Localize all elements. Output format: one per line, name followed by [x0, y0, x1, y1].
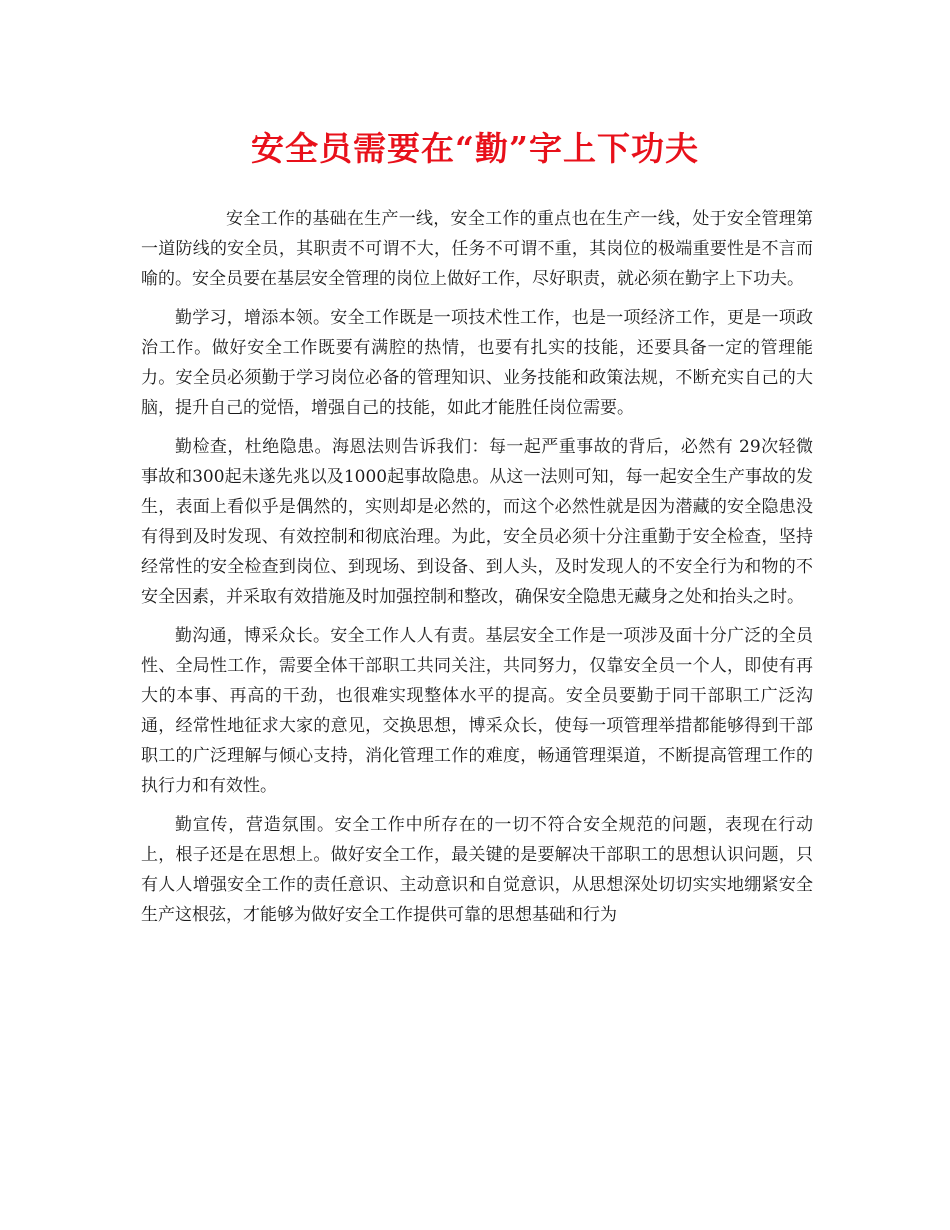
paragraph-publicity: 勤宣传，营造氛围。安全工作中所存在的一切不符合安全规范的问题，表现在行动上，根子还是在思想上。做好安全工作，最关键的是要解决干部职工的思想认识问题，只有人人增强安全工作的责任意识、主动意识和自觉意识，从思想深处切切实实地绷紧安全生产这根弦，才能够为做好安全工作提供可靠的思想基础和行为 [141, 815, 813, 925]
paragraph-intro: 安全工作的基础在生产一线，安全工作的重点也在生产一线，处于安全管理第一道防线的安全员，其职责不可谓不大，任务不可谓不重，其岗位的极端重要性是不言而喻的。安全员要在基层安全管理的岗位上做好工作，尽好职责，就必须在勤字上下功夫。 [141, 209, 813, 289]
paragraph-inspection: 勤检查，杜绝隐患。海恩法则告诉我们：每一起严重事故的背后，必然有 29次轻微事故和300起未遂先兆以及1000起事故隐患。从这一法则可知，每一起安全生产事故的发生，表面上看似乎是偶然的，实则却是必然的，而这个必然性就是因为潜藏的安全隐患没有得到及时发现、有效控制和彻底治理。为此，安全员必须十分注重勤于安全检查，坚持经常性的安全检查到岗位、到现场、到设备、到人头，及时发现人的不安全行为和物的不安全因素，并采取有效措施及时加强控制和整改，确保安全隐患无藏身之处和抬头之时。 [141, 437, 813, 607]
document-title: 安全员需要在“勤”字上下功夫 [251, 129, 699, 168]
paragraph-communication: 勤沟通，博采众长。安全工作人人有责。基层安全工作是一项涉及面十分广泛的全员性、全局性工作，需要全体干部职工共同关注，共同努力，仅靠安全员一个人，即使有再大的本事、再高的干劲，也很难实现整体水平的提高。安全员要勤于同干部职工广泛沟通，经常性地征求大家的意见，交换思想，博采众长，使每一项管理举措都能够得到干部职工的广泛理解与倾心支持，消化管理工作的难度，畅通管理渠道，不断提高管理工作的执行力和有效性。 [141, 626, 813, 796]
document-body [141, 204, 813, 939]
paragraph-study: 勤学习，增添本领。安全工作既是一项技术性工作，也是一项经济工作，更是一项政治工作。做好安全工作既要有满腔的热情，也要有扎实的技能，还要具备一定的管理能力。安全员必须勤于学习岗位必备的管理知识、业务技能和政策法规，不断充实自己的大脑，提升自己的觉悟，增强自己的技能，如此才能胜任岗位需要。 [141, 308, 813, 418]
